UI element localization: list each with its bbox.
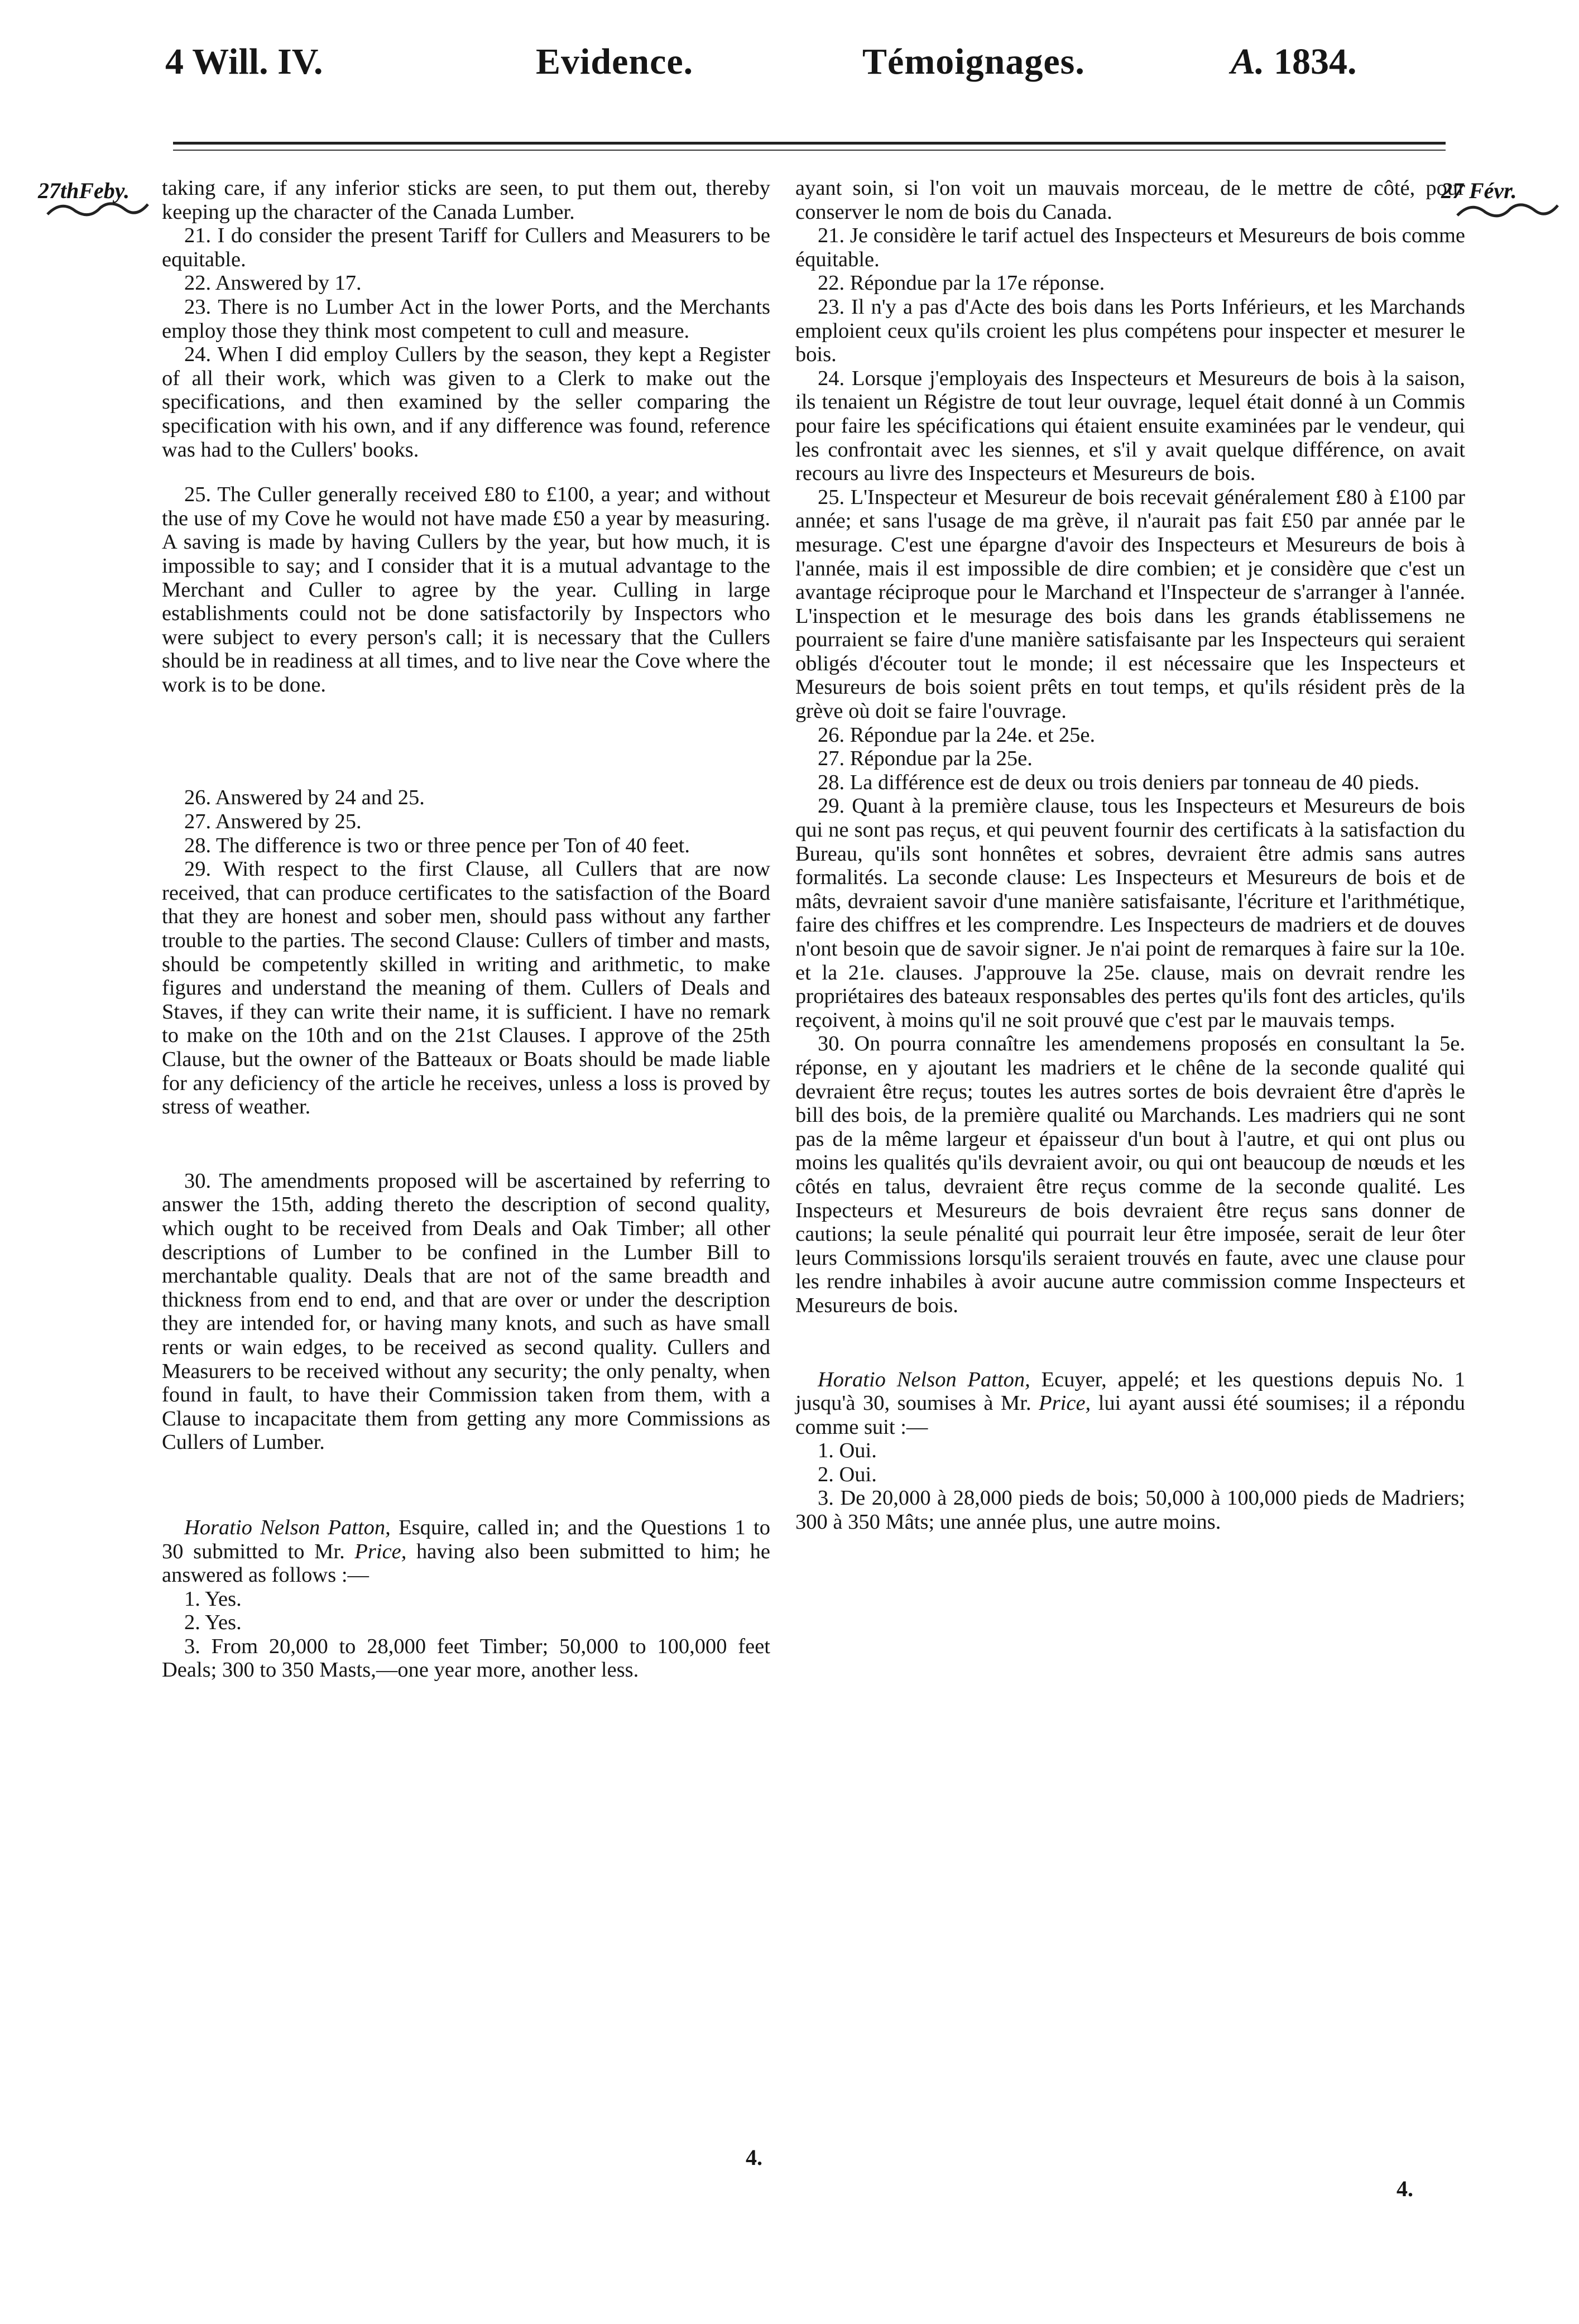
fr-patton-answer-3: 3. De 20,000 à 28,000 pieds de bois; 50,000 à 100,000 pieds de Madriers; 300 à 350 Mâts; une année plus, une autre moins. [795, 1486, 1465, 1534]
fr-answer-24: 24. Lorsque j'employais des Inspecteurs et Mesureurs de bois à la saison, ils tenaient un Régistre de tout leur ouvrage, lequel était donné à un Commis pour faire les spécifications qui étaient ensuite examinées par le vendeur, qui les confrontait avec les siennes, et s'il y avait quelque différence, on avait recours au livre des Inspecteurs et Mesureurs de bois. [795, 366, 1465, 486]
fr-witness-intro [795, 1368, 1465, 1439]
english-column [162, 176, 770, 1682]
header-session: 4 Will. IV. [165, 41, 323, 82]
fr-answer-22: 22. Répondue par la 17e réponse. [818, 271, 1105, 295]
en-answer-29: 29. With respect to the first Clause, all Cullers that are now received, that can produce certificates to the satisfaction of the Board that they are honest and sober men, should pass without any farther trouble to the parties. The second Clause: Cullers of timber and masts, should be competently skilled in writing and arithmetic, to make figures and understand the meaning of them. Cullers of Deals and Staves, if they can write their name, it is sufficient. I have no remark to make on the 10th and on the 21st Clauses. I approve of the 25th Clause, but the owner of the Batteaux or Boats should be made liable for any deficiency of the article he receives, unless a loss is proved by stress of weather. [162, 857, 770, 1119]
en-answer-23: 23. There is no Lumber Act in the lower Ports, and the Merchants employ those they think most competent to cull and measure. [162, 295, 770, 343]
en-patton-answer-2: 2. Yes. [184, 1611, 242, 1635]
fr-answer-25: 25. L'Inspecteur et Mesureur de bois recevait généralement £80 à £100 par année; et sans l'usage de ma grève, il n'aurait pas fait £50 par année par le mesurage. C'est une épargne d'avoir des Inspecteurs et Mesureurs de bois à l'année, mais il est impossible de dire combien; et je considère que c'est un avantage réciproque pour le Marchand et l'Inspecteur de s'arranger à l'année. L'inspection et le mesurage des bois dans les grands établissemens ne pourraient se faire d'une manière satisfaisante par les Inspecteurs qui seraient obligés d'écouter tout le monde; il est nécessaire que les Inspecteurs et Mesureurs de bois soient prêts en tout temps, et qu'ils résident près de la grève où doit se faire l'ouvrage. [795, 485, 1465, 723]
fr-answer-30: 30. On pourra connaître les amendemens proposés en consultant la 5e. réponse, en y ajoutant les madriers et le chêne de la seconde qualité qui devraient être reçus; toutes les autres sortes de bois devraient être d'après le bill des bois, de la première qualité ou Marchands. Les madriers qui ne sont pas de la même largeur et épaisseur d'un bout à l'autre, et qui ont plus ou moins les qualités qu'ils devraient avoir, ou qui ont beaucoup de nœuds et les côtés en talus, devraient être reçus comme de la seconde qualité. Les Inspecteurs et Mesureurs de bois devraient être reçus sans donner de cautions; la seule pénalité qui pourrait leur être imposée, serait de leur ôter leurs Commissions lorsqu'ils seraient trouvés en faute, avec une clause pour les rendre inhabiles à avoir aucune autre commission comme Inspecteurs et Mesureurs de bois. [795, 1032, 1465, 1317]
header-rule-thin [173, 150, 1446, 151]
en-answer-26: 26. Answered by 24 and 25. [184, 786, 425, 810]
fr-answer-29: 29. Quant à la première clause, tous les Inspecteurs et Mesureurs de bois qui ne sont pas reçus, et qui peuvent fournir des certificats à la satisfaction du Bureau, qu'ils sont honnêtes et sobres, devraient être admis sans autres formalités. La seconde clause: Les Inspecteurs et Mesureurs de bois et de mâts, devraient savoir d'une manière satisfaisante, l'écriture et l'arithmétique, faire des chiffres et les comprendre. Les Inspecteurs de madriers et de douves n'ont besoin que de savoir signer. Je n'ai point de remarques à faire sur la 10e. et la 21e. clauses. J'approuve la 25e. clause, mais on devrait rendre les propriétaires des bateaux responsables des pertes qu'ils font des articles, qu'ils reçoivent, à moins qu'il ne soit prouvé que c'est par le mauvais temps. [795, 794, 1465, 1032]
en-answer-21: 21. I do consider the present Tariff for Cullers and Measurers to be equitable. [162, 224, 770, 271]
margin-date-left: 27thFeby. [38, 178, 130, 203]
page-number-left: 4. [746, 2145, 762, 2170]
header-temoignages: Témoignages. [862, 41, 1085, 82]
header-year [1231, 41, 1357, 82]
french-column [795, 176, 1465, 1534]
fr-witness-intro-text-b: lui ayant aussi été soumises; il a répondu comme suit :— [795, 1391, 1465, 1439]
header-evidence: Evidence. [536, 41, 694, 82]
en-answer-22: 22. Answered by 17. [184, 271, 362, 295]
en-witness-intro-text-b: having also been submitted to him; he answered as follows :— [162, 1539, 770, 1587]
en-answer-25: 25. The Culler generally received £80 to £100, a year; and without the use of my Cove he would not have made £50 a year by measuring. A saving is made by having Cullers by the year, but how much, it is impossible to say; and I consider that it is a mutual advantage to the Merchant and Culler to agree by the year. Culling in large establishments could not be done satisfactorily by Inspectors who were subject to every person's call; it is necessary that the Cullers should be in readiness at all times, and to live near the Cove where the work is to be done. [162, 483, 770, 697]
en-answer-28: 28. The difference is two or three pence per Ton of 40 feet. [184, 833, 690, 857]
header-rule-thick [173, 142, 1446, 145]
fr-answer-21: 21. Je considère le tarif actuel des Inspecteurs et Mesureurs de bois comme équitable. [795, 224, 1465, 271]
en-witness-intro [162, 1516, 770, 1587]
en-patton-answer-3: 3. From 20,000 to 28,000 feet Timber; 50,000 to 100,000 feet Deals; 300 to 350 Masts,—one year more, another less. [162, 1634, 770, 1682]
header-year-value: 1834. [1274, 41, 1357, 82]
fr-witness-intro-text-a: Ecuyer, appelé; et les questions depuis No. 1 jusqu'à 30, soumises à Mr. [795, 1367, 1465, 1415]
margin-date-right: 27 Févr. [1441, 178, 1517, 203]
en-patton-answer-1: 1. Yes. [184, 1587, 242, 1611]
fr-witness-price: Price, [1039, 1391, 1091, 1415]
en-intro-paragraph: taking care, if any inferior sticks are seen, to put them out, thereby keeping up the character of the Canada Lumber. [162, 176, 770, 224]
en-witness-intro-text-a: Esquire, called in; and the Questions 1 to 30 submitted to Mr. [162, 1515, 770, 1563]
en-witness-price: Price, [354, 1539, 407, 1563]
en-answer-24: 24. When I did employ Cullers by the season, they kept a Register of all their work, which was given to a Clerk to make out the specifications, and then examined by the seller comparing the specification with his own, and if any difference was found, reference was had to the Cullers' books. [162, 343, 770, 462]
swash-ornament-right [1455, 199, 1561, 221]
page-number-right: 4. [1396, 2176, 1413, 2201]
swash-ornament-left [45, 198, 151, 220]
fr-answer-23: 23. Il n'y a pas d'Acte des bois dans les Ports Inférieurs, et les Marchands emploient ceux qu'ils croient les plus compétens pour inspecter et mesurer le bois. [795, 295, 1465, 367]
fr-witness-name: Horatio Nelson Patton, [818, 1367, 1030, 1391]
fr-patton-answer-2: 2. Oui. [818, 1462, 877, 1486]
header-year-prefix: A. [1231, 41, 1265, 82]
fr-answer-26: 26. Répondue par la 24e. et 25e. [818, 723, 1096, 747]
en-answer-30: 30. The amendments proposed will be ascertained by referring to answer the 15th, adding thereto the description of second quality, which ought to be received from Deals and Oak Timber; all other descriptions of Lumber to be confined in the Lumber Bill to merchantable quality. Deals that are not of the same breadth and thickness from end to end, and that are over or under the description they are intended for, or having many knots, and such as have small rents or wain edges, to be received as second quality. Cullers and Measurers to be received without any security; the only penalty, when found in fault, to have their Commission taken from them, with a Clause to incapacitate them from getting any more Commissions as Cullers of Lumber. [162, 1169, 770, 1454]
fr-answer-27: 27. Répondue par la 25e. [818, 747, 1033, 771]
fr-patton-answer-1: 1. Oui. [818, 1439, 877, 1463]
en-witness-name: Horatio Nelson Patton, [184, 1515, 391, 1539]
fr-intro-paragraph: ayant soin, si l'on voit un mauvais morceau, de le mettre de côté, pour conserver le nom de bois du Canada. [795, 176, 1465, 224]
fr-answer-28: 28. La différence est de deux ou trois deniers par tonneau de 40 pieds. [818, 770, 1419, 794]
en-answer-27: 27. Answered by 25. [184, 810, 362, 834]
